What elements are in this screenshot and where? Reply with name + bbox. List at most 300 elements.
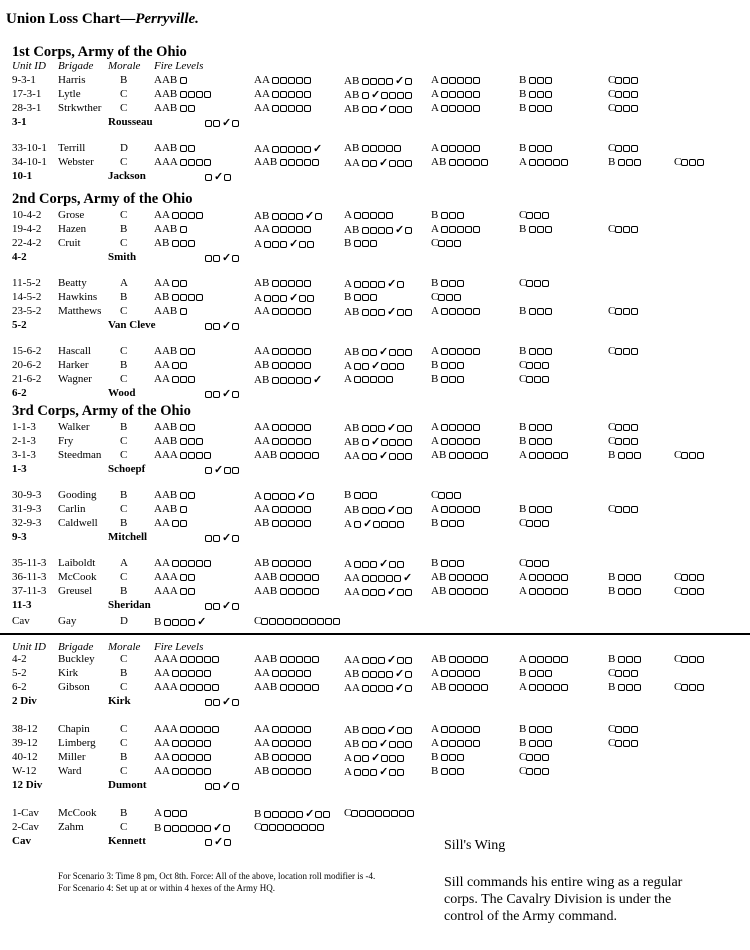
division-marks [205, 835, 232, 848]
loss-box [378, 685, 385, 692]
unit-id: 1-1-3 [12, 421, 36, 433]
fire-level-cell: A [431, 102, 481, 114]
loss-box [213, 323, 220, 330]
loss-box [280, 493, 287, 500]
loss-box [529, 574, 536, 581]
loss-box [354, 363, 361, 370]
loss-box [288, 670, 295, 677]
loss-box [689, 574, 696, 581]
fire-level-cell: A [519, 449, 569, 461]
fire-level-cell: A [519, 571, 569, 583]
fire-level-cell: C [254, 615, 341, 627]
loss-box [280, 726, 287, 733]
loss-box [196, 726, 203, 733]
loss-box [397, 106, 404, 113]
loss-box [304, 740, 311, 747]
loss-box [261, 618, 268, 625]
loss-box [681, 684, 688, 691]
loss-box [196, 656, 203, 663]
loss-box [296, 159, 303, 166]
loss-box [204, 825, 211, 832]
loss-box [386, 212, 393, 219]
loss-box [697, 656, 704, 663]
loss-box [529, 452, 536, 459]
fire-level-cell: A [344, 373, 394, 385]
loss-box [304, 280, 311, 287]
loss-box [367, 810, 374, 817]
title-italic: Perryville. [135, 11, 199, 27]
loss-box [449, 520, 456, 527]
check-mark: ✓ [371, 360, 381, 372]
brigade-name: Gibson [58, 681, 90, 693]
unit-id: 11-5-2 [12, 277, 41, 289]
loss-box [623, 91, 630, 98]
fire-level-cell: C [431, 291, 462, 303]
loss-box [634, 684, 641, 691]
loss-box [386, 376, 393, 383]
fire-level-cell: AA [254, 305, 312, 317]
loss-box [370, 741, 377, 748]
unit-id: 23-5-2 [12, 305, 42, 317]
fire-level-cell: B [608, 156, 642, 168]
fire-level-cell: A ✓ [254, 237, 315, 250]
unit-id: 14-5-2 [12, 291, 42, 303]
loss-box [689, 656, 696, 663]
loss-box [386, 685, 393, 692]
loss-box [378, 376, 385, 383]
loss-box [315, 213, 322, 220]
loss-box [449, 212, 456, 219]
loss-box [188, 452, 195, 459]
loss-box [272, 213, 279, 220]
loss-box [309, 618, 316, 625]
loss-box [196, 740, 203, 747]
morale-value: C [120, 237, 128, 249]
fire-level-cell: B [431, 751, 465, 763]
loss-box [307, 241, 314, 248]
loss-box [354, 376, 361, 383]
loss-box [180, 768, 187, 775]
loss-box [304, 77, 311, 84]
loss-box [537, 740, 544, 747]
morale-value: C [120, 88, 128, 100]
loss-box [362, 106, 369, 113]
brigade-name: Gooding [58, 489, 97, 501]
loss-box [362, 349, 369, 356]
loss-box [441, 348, 448, 355]
fire-level-cell: AA [254, 74, 312, 86]
loss-box [631, 424, 638, 431]
fire-level-cell: AA ✓ [254, 143, 323, 155]
loss-box [378, 507, 385, 514]
fire-level-cell: AAA [154, 681, 220, 693]
loss-box [362, 671, 369, 678]
loss-box [188, 105, 195, 112]
loss-box [362, 575, 369, 582]
fire-level-cell: A [519, 681, 569, 693]
loss-box [623, 670, 630, 677]
loss-box [164, 810, 171, 817]
morale-value: C [120, 449, 128, 461]
fire-level-cell: A [431, 667, 481, 679]
loss-box [615, 740, 622, 747]
loss-box [370, 657, 377, 664]
check-mark: ✓ [313, 143, 323, 155]
unit-id: 34-10-1 [12, 156, 47, 168]
loss-box [296, 506, 303, 513]
fire-level-cell: AB [254, 517, 312, 529]
loss-box [526, 362, 533, 369]
loss-box [631, 308, 638, 315]
loss-box [272, 308, 279, 315]
check-mark: ✓ [305, 808, 315, 820]
loss-box [304, 754, 311, 761]
loss-box [473, 726, 480, 733]
loss-box [623, 438, 630, 445]
loss-box [180, 212, 187, 219]
loss-box [441, 105, 448, 112]
fire-level-cell: B [608, 653, 642, 665]
loss-box [441, 768, 448, 775]
loss-box [280, 91, 287, 98]
loss-box [172, 768, 179, 775]
unit-id: 32-9-3 [12, 517, 42, 529]
loss-box [277, 824, 284, 831]
loss-box [465, 77, 472, 84]
loss-box [473, 670, 480, 677]
loss-box [542, 754, 549, 761]
loss-box [615, 145, 622, 152]
loss-box [537, 684, 544, 691]
loss-box [389, 349, 396, 356]
fire-level-cell: B [431, 277, 465, 289]
loss-box [272, 226, 279, 233]
fire-level-cell: AA [154, 359, 188, 371]
loss-box [362, 685, 369, 692]
loss-box [623, 105, 630, 112]
fire-level-cell: B ✓ [254, 807, 331, 820]
loss-box [180, 754, 187, 761]
loss-box [205, 535, 212, 542]
check-mark: ✓ [214, 171, 224, 183]
loss-box [378, 589, 385, 596]
loss-box [188, 376, 195, 383]
morale-value: C [120, 821, 128, 833]
loss-box [362, 227, 369, 234]
loss-box [296, 560, 303, 567]
loss-box [389, 106, 396, 113]
loss-box [288, 811, 295, 818]
check-mark: ✓ [379, 738, 389, 750]
loss-box [449, 768, 456, 775]
loss-box [188, 294, 195, 301]
fire-level-cell: AA ✓ [344, 681, 413, 694]
loss-box [370, 294, 377, 301]
fire-level-cell: AAA [154, 653, 220, 665]
fire-level-cell: AB [431, 156, 489, 168]
loss-box [449, 670, 456, 677]
loss-box [553, 574, 560, 581]
loss-box [232, 391, 239, 398]
morale-value: B [120, 291, 128, 303]
loss-box [213, 603, 220, 610]
loss-box [537, 77, 544, 84]
loss-box [481, 159, 488, 166]
loss-box [309, 824, 316, 831]
fire-level-cell: B [431, 359, 465, 371]
loss-box [362, 769, 369, 776]
fire-level-cell: A ✓ [344, 765, 405, 778]
loss-box [172, 212, 179, 219]
loss-box [545, 588, 552, 595]
fire-level-cell: B [344, 291, 378, 303]
loss-box [280, 159, 287, 166]
loss-box [204, 452, 211, 459]
loss-box [561, 452, 568, 459]
brigade-name: Hawkins [58, 291, 98, 303]
loss-box [631, 348, 638, 355]
loss-box [537, 226, 544, 233]
loss-box [383, 810, 390, 817]
loss-box [272, 241, 279, 248]
loss-box [405, 507, 412, 514]
loss-box [405, 439, 412, 446]
loss-box [537, 348, 544, 355]
loss-box [465, 684, 472, 691]
fire-level-cell: C [519, 751, 550, 763]
loss-box [465, 670, 472, 677]
loss-box [224, 467, 231, 474]
loss-box [180, 145, 187, 152]
loss-box [473, 105, 480, 112]
loss-box [623, 424, 630, 431]
fire-level-cell: A [431, 305, 481, 317]
loss-box [280, 520, 287, 527]
loss-box [537, 105, 544, 112]
loss-box [441, 77, 448, 84]
division-marks [205, 116, 240, 129]
fire-level-cell: AB [431, 449, 489, 461]
loss-box [697, 159, 704, 166]
loss-box [465, 726, 472, 733]
fire-level-cell: AAB [254, 156, 320, 168]
division-id: 12 Div [12, 779, 43, 791]
fire-level-cell: AA ✓ [344, 572, 413, 584]
loss-box [280, 105, 287, 112]
loss-box [481, 452, 488, 459]
brigade-name: Wagner [58, 373, 92, 385]
fire-level-cell: AAB [154, 435, 204, 447]
loss-box [288, 506, 295, 513]
brigade-name: Hascall [58, 345, 91, 357]
loss-box [449, 348, 456, 355]
loss-box [394, 145, 401, 152]
fire-level-cell: C [519, 517, 550, 529]
loss-box [370, 453, 377, 460]
loss-box [232, 699, 239, 706]
loss-box [381, 363, 388, 370]
loss-box [397, 349, 404, 356]
loss-box [537, 308, 544, 315]
fire-level-cell: B [431, 373, 465, 385]
fire-level-cell: B [608, 585, 642, 597]
loss-box [188, 145, 195, 152]
brigade-name: Greusel [58, 585, 93, 597]
loss-box [164, 619, 171, 626]
loss-box [373, 521, 380, 528]
loss-box [537, 452, 544, 459]
loss-box [296, 424, 303, 431]
fire-level-cell: AAB [254, 585, 320, 597]
division-commander: Schoepf [108, 463, 146, 475]
loss-box [205, 255, 212, 262]
loss-box [397, 727, 404, 734]
fire-level-cell: B [431, 517, 465, 529]
loss-box [615, 726, 622, 733]
section-divider [0, 633, 750, 635]
loss-box [204, 740, 211, 747]
fire-level-cell: AA [254, 503, 312, 515]
loss-box [553, 588, 560, 595]
fire-level-cell: AA [154, 209, 204, 221]
loss-box [449, 574, 456, 581]
loss-box [204, 91, 211, 98]
brigade-name: Chapin [58, 723, 90, 735]
loss-box [441, 670, 448, 677]
loss-box [529, 77, 536, 84]
loss-box [299, 295, 306, 302]
division-commander: Kirk [108, 695, 131, 707]
loss-box [304, 362, 311, 369]
loss-box [188, 492, 195, 499]
loss-box [545, 91, 552, 98]
loss-box [288, 574, 295, 581]
fire-level-cell: AAB [254, 681, 320, 693]
loss-box [534, 754, 541, 761]
loss-box [362, 240, 369, 247]
brigade-name: Kirk [58, 667, 79, 679]
unit-id: 2-Cav [12, 821, 39, 833]
loss-box [205, 699, 212, 706]
loss-box [288, 213, 295, 220]
fire-level-cell: C [608, 102, 639, 114]
loss-box [378, 657, 385, 664]
fire-level-cell: C [431, 237, 462, 249]
loss-box [615, 348, 622, 355]
fire-level-cell: B [519, 723, 553, 735]
unit-id: 36-11-3 [12, 571, 47, 583]
check-mark: ✓ [222, 252, 232, 264]
division-id: 4-2 [12, 251, 27, 263]
division-id: 1-3 [12, 463, 27, 475]
loss-box [481, 588, 488, 595]
loss-box [362, 78, 369, 85]
loss-box [288, 768, 295, 775]
loss-box [280, 146, 287, 153]
fire-level-cell: AB [431, 585, 489, 597]
loss-box [362, 92, 369, 99]
loss-box [204, 670, 211, 677]
loss-box [213, 699, 220, 706]
loss-box [296, 377, 303, 384]
loss-box [473, 574, 480, 581]
fire-level-cell: A [431, 435, 481, 447]
morale-value: C [120, 681, 128, 693]
loss-box [405, 106, 412, 113]
loss-box [172, 670, 179, 677]
loss-box [296, 348, 303, 355]
loss-box [370, 309, 377, 316]
loss-box [457, 105, 464, 112]
loss-box [354, 492, 361, 499]
morale-value: B [120, 223, 128, 235]
loss-box [205, 174, 212, 181]
fire-level-cell: AAB [154, 88, 212, 100]
loss-box [196, 754, 203, 761]
loss-box [304, 91, 311, 98]
loss-box [180, 280, 187, 287]
loss-box [370, 561, 377, 568]
loss-box [378, 227, 385, 234]
unit-id: 21-6-2 [12, 373, 42, 385]
loss-box [280, 348, 287, 355]
loss-box [213, 783, 220, 790]
fire-level-cell: B [431, 557, 465, 569]
loss-box [397, 657, 404, 664]
loss-box [272, 295, 279, 302]
loss-box [465, 506, 472, 513]
loss-box [457, 226, 464, 233]
fire-level-cell: B [608, 571, 642, 583]
fire-level-cell: B [608, 681, 642, 693]
loss-box [180, 348, 187, 355]
check-mark: ✓ [289, 292, 299, 304]
check-mark: ✓ [395, 682, 405, 694]
fire-level-cell: C [344, 807, 415, 819]
loss-box [389, 160, 396, 167]
loss-box [180, 588, 187, 595]
loss-box [223, 825, 230, 832]
loss-box [354, 561, 361, 568]
brigade-name: Harris [58, 74, 86, 86]
title-main: Union Loss Chart— [6, 11, 136, 27]
loss-box [405, 309, 412, 316]
page-title [6, 11, 199, 28]
loss-box [264, 295, 271, 302]
fire-level-cell: AB [254, 359, 312, 371]
loss-box [296, 146, 303, 153]
fire-level-cell: AA [254, 667, 312, 679]
loss-box [304, 377, 311, 384]
loss-box [362, 561, 369, 568]
loss-box [457, 754, 464, 761]
loss-box [272, 506, 279, 513]
fire-level-cell: C [608, 723, 639, 735]
fire-level-cell: AAA [154, 156, 212, 168]
loss-box [312, 656, 319, 663]
loss-box [449, 105, 456, 112]
loss-box [537, 670, 544, 677]
loss-box [545, 159, 552, 166]
fire-level-cell: AAA [154, 585, 196, 597]
loss-box [362, 145, 369, 152]
loss-box [296, 574, 303, 581]
loss-box [542, 280, 549, 287]
division-id: 10-1 [12, 170, 33, 182]
loss-box [180, 362, 187, 369]
loss-box [553, 656, 560, 663]
loss-box [457, 145, 464, 152]
